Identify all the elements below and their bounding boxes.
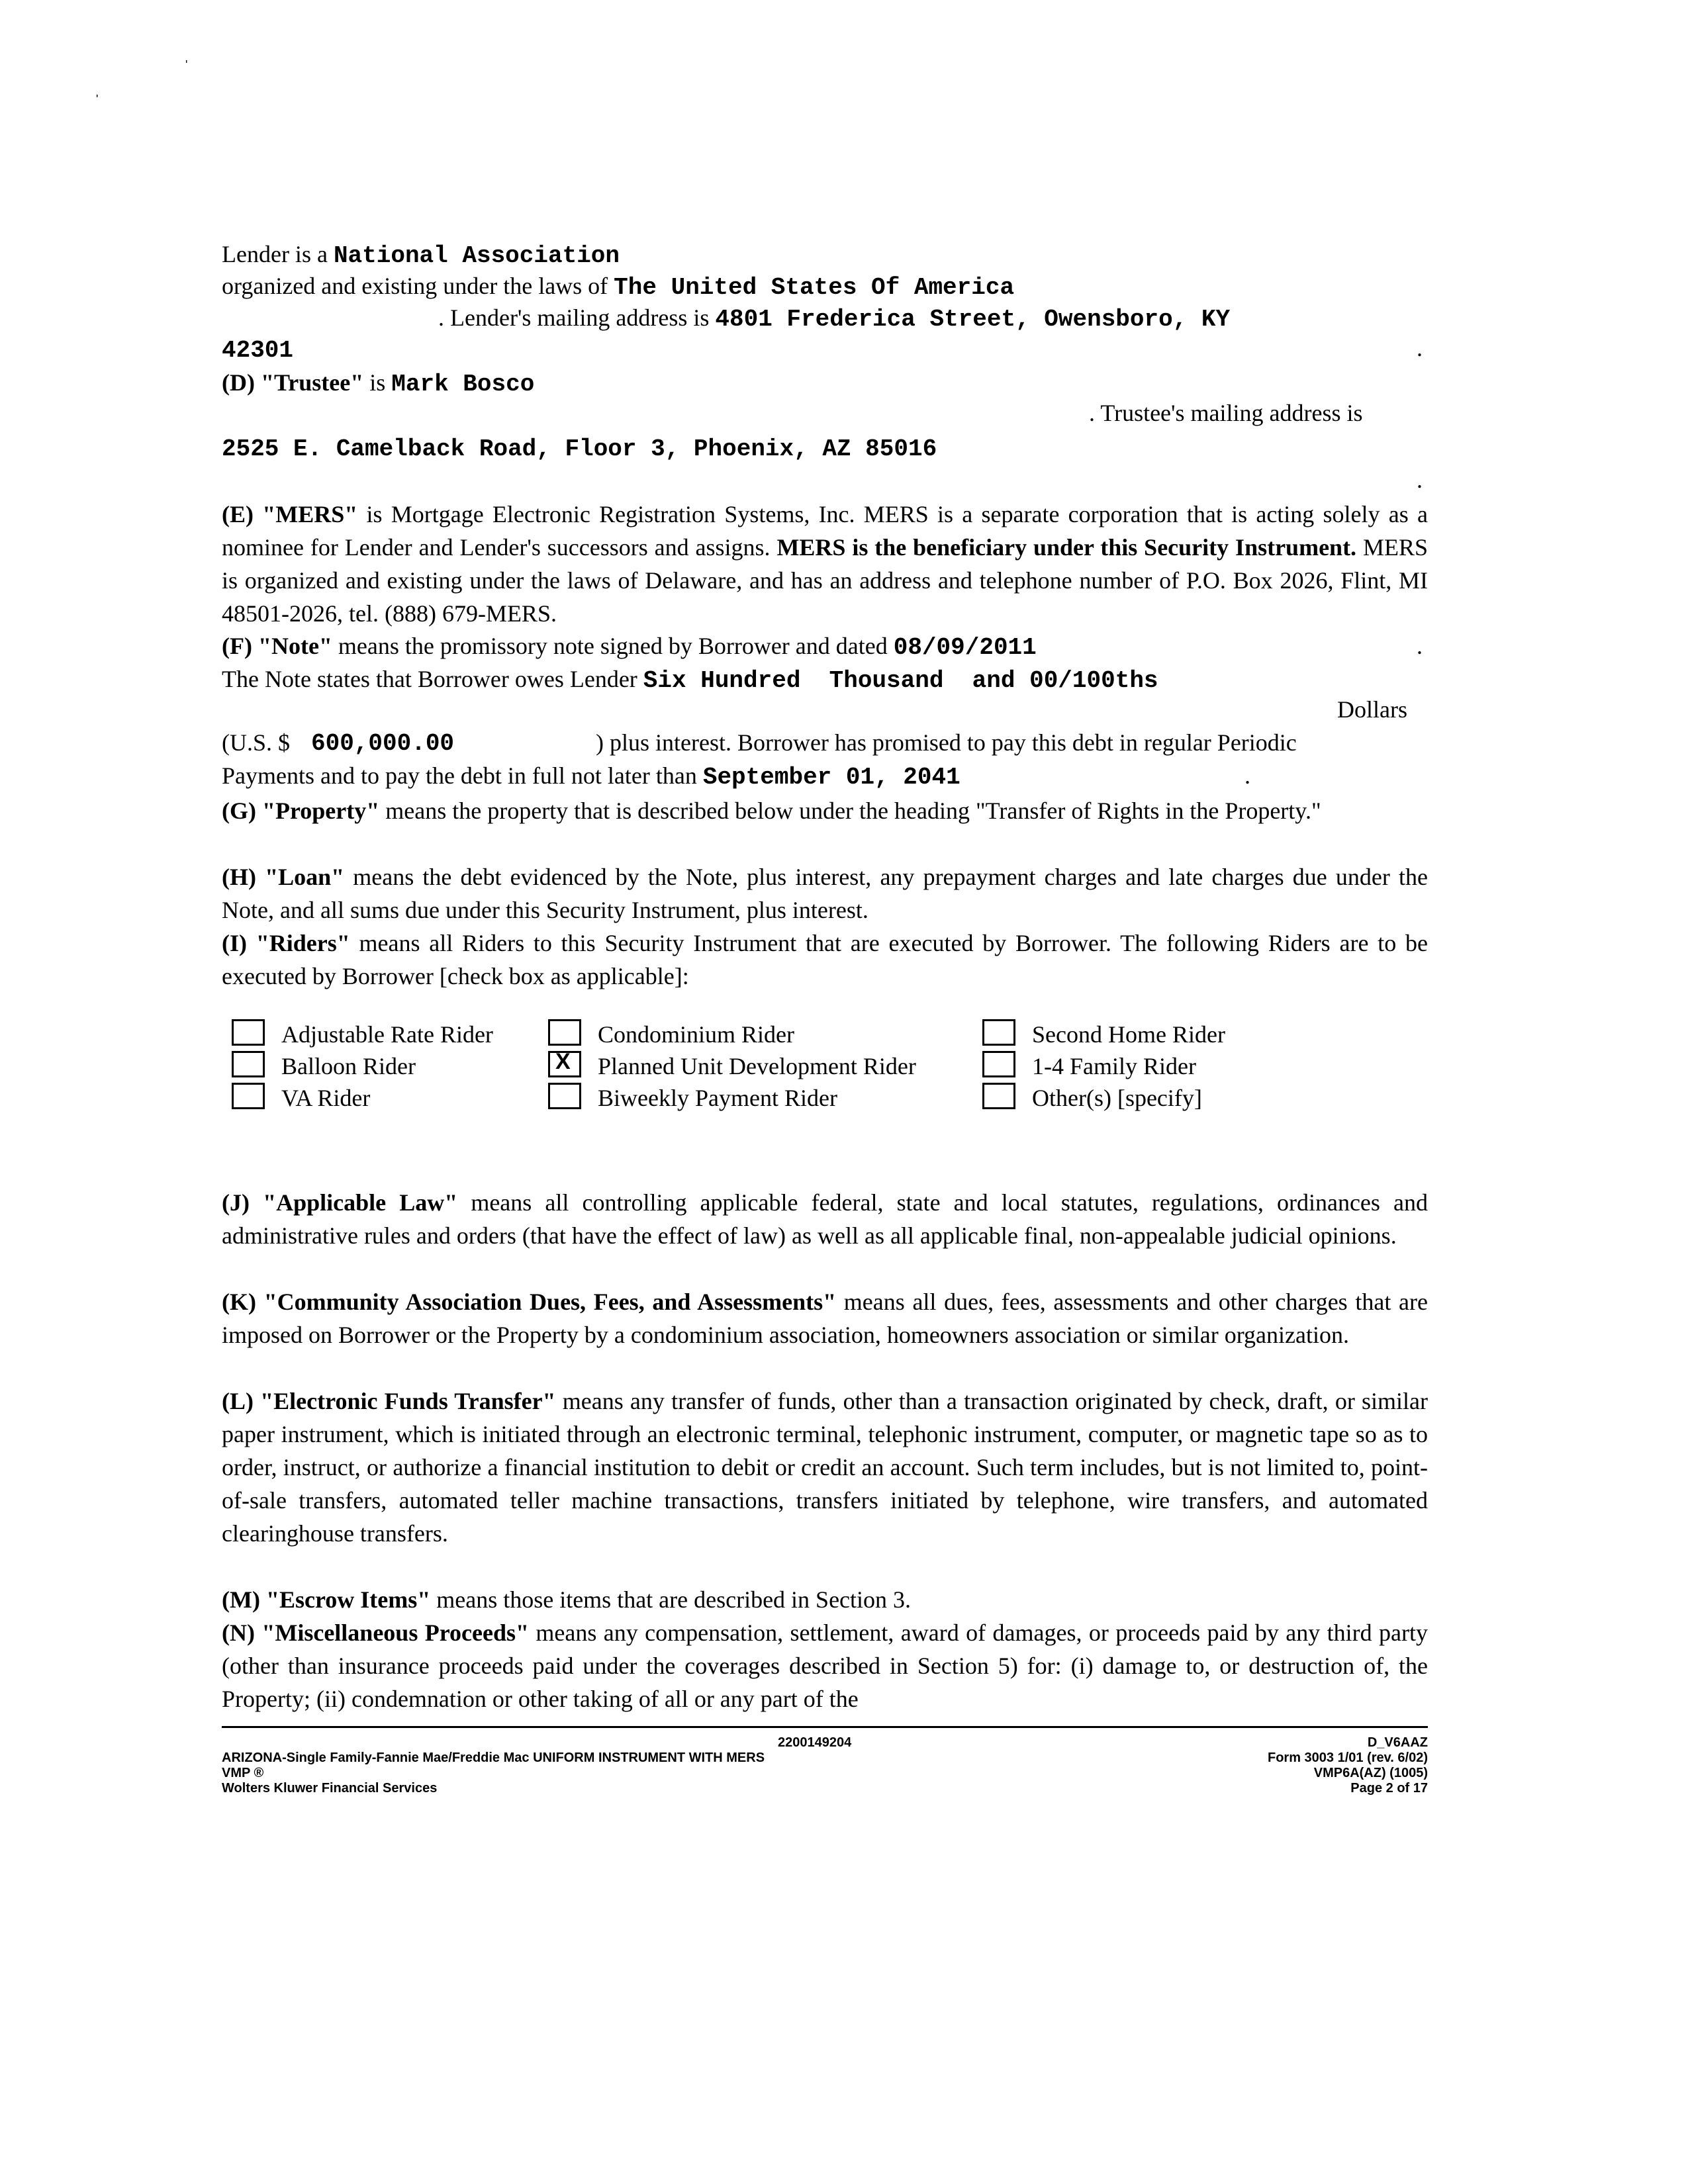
note-date: 08/09/2011 [893, 634, 1037, 661]
note-owes-line [222, 665, 1158, 694]
applicable-law-definition [222, 1186, 1428, 1252]
footer-form-title: ARIZONA-Single Family-Fannie Mae/Freddie Mac UNIFORM INSTRUMENT WITH MERS [222, 1751, 765, 1765]
mers-text-2: MERS is organized and existing under the laws of Delaware, and has an address and telephone number of P.O. Box 2026, Flint, MI 48501-2026, tel. (888) 679-MERS. [222, 534, 1429, 627]
escrow-items-text: means those items that are described in Section 3. [436, 1586, 912, 1613]
rider-label-others: Other(s) [specify] [1032, 1085, 1202, 1111]
organized-intro: organized and existing under the laws of [222, 273, 608, 299]
note-us-prefix: (U.S. $ [222, 729, 291, 756]
mers-text: is Mortgage Electronic Registration Systems, Inc. MERS is a separate corporation that is acting solely as a nominee for Lender and Lender's successors and assigns. [222, 501, 1428, 561]
rider-label-adjustable-rate: Adjustable Rate Rider [281, 1021, 493, 1048]
riders-label: (I) "Riders" [222, 930, 350, 956]
trustee-mailing-intro: . Trustee's mailing address is [1089, 400, 1363, 426]
note-amount: 600,000.00 [311, 730, 455, 757]
note-period: . [1417, 633, 1423, 659]
lender-type: National Association [333, 242, 620, 269]
community-association-text: means all dues, fees, assessments and other charges that are imposed on Borrower or the Property by a condominium association, homeowners association or similar organization. [222, 1289, 1428, 1348]
electronic-funds-transfer-definition [222, 1385, 1428, 1550]
rider-label-biweekly-payment: Biweekly Payment Rider [598, 1085, 837, 1111]
escrow-items-definition [222, 1583, 1428, 1616]
footer-page-number: Page 2 of 17 [1350, 1781, 1428, 1796]
rider-checkbox-balloon[interactable] [232, 1051, 265, 1077]
note-interest-text: ) plus interest. Borrower has promised to pay this debt in regular Periodic [596, 729, 1297, 756]
trustee-period: . [1417, 467, 1423, 493]
footer-doc-code: D_V6AAZ [1367, 1735, 1428, 1750]
loan-label: (H) "Loan" [222, 864, 345, 890]
community-association-label: (K) "Community Association Dues, Fees, and Assessments" [222, 1289, 837, 1315]
rider-label-one-four-family: 1-4 Family Rider [1032, 1053, 1196, 1079]
lender-mailing-line [438, 304, 1230, 333]
footer-form-number: Form 3003 1/01 (rev. 6/02) [1268, 1751, 1428, 1765]
footer-publisher: Wolters Kluwer Financial Services [222, 1781, 438, 1796]
scan-mark: ' [96, 93, 99, 106]
rider-checkbox-one-four-family[interactable] [982, 1051, 1015, 1077]
applicable-law-label: (J) "Applicable Law" [222, 1189, 458, 1216]
trustee-name: Mark Bosco [391, 371, 535, 398]
rider-label-planned-unit-development: Planned Unit Development Rider [598, 1053, 916, 1079]
rider-checkbox-planned-unit-development[interactable] [548, 1051, 581, 1077]
lender-mailing-address: 4801 Frederica Street, Owensboro, KY [715, 306, 1231, 333]
miscellaneous-proceeds-label: (N) "Miscellaneous Proceeds" [222, 1619, 529, 1646]
rider-label-second-home: Second Home Rider [1032, 1021, 1225, 1048]
rider-checkbox-biweekly-payment[interactable] [548, 1083, 581, 1109]
note-maturity-date: September 01, 2041 [702, 764, 961, 791]
trustee-is: is [369, 369, 386, 396]
miscellaneous-proceeds-definition [222, 1616, 1428, 1715]
trustee-line [222, 369, 534, 398]
miscellaneous-proceeds-text: means any compensation, settlement, award of damages, or proceeds paid by any third party (other than insurance proceeds paid under the coverages described in Section 5) for: (i) damage to, or destruction of, the Property; (ii) condemnation or other taking of all or any part of the [222, 1619, 1429, 1712]
community-association-definition [222, 1285, 1428, 1351]
escrow-items-label: (M) "Escrow Items" [222, 1586, 431, 1613]
mers-label: (E) "MERS" [222, 501, 358, 527]
loan-text: means the debt evidenced by the Note, plus interest, any prepayment charges and late charges due under the Note, and all sums due under this Security Instrument, plus interest. [222, 864, 1428, 923]
rider-label-condominium: Condominium Rider [598, 1021, 794, 1048]
organized-under: The United States Of America [614, 274, 1015, 301]
footer-vmp: VMP ® [222, 1766, 264, 1780]
riders-text: means all Riders to this Security Instrument that are executed by Borrower. The following Riders are to be executed by Borrower [check box as applicable]: [222, 930, 1429, 989]
footer-vmp-code: VMP6A(AZ) (1005) [1313, 1766, 1428, 1780]
note-dated-intro: means the promissory note signed by Borrower and dated [338, 633, 888, 659]
property-text: means the property that is described below under the heading "Transfer of Rights in the Property." [385, 797, 1321, 824]
electronic-funds-transfer-label: (L) "Electronic Funds Transfer" [222, 1388, 556, 1414]
note-maturity-period: . [1244, 762, 1250, 789]
note-amount-words: Six Hundred Thousand and 00/100ths [643, 667, 1158, 694]
electronic-funds-transfer-text: means any transfer of funds, other than a transaction originated by check, draft, or similar paper instrument, which is initiated through an electronic terminal, telephonic instrument, computer, or magnetic tape so as to order, instruct, or authorize a financial institution to debit or credit an account. Such term includes, but is not limited to, point-of-sale transfers, automated teller machine transactions, transfers initiated by telephone, wire transfers, and automated clearinghouse transfers. [222, 1388, 1428, 1547]
applicable-law-text: means all controlling applicable federal, state and local statutes, regulations, ordinances and administrative rules and orders (that have the effect of law) as well as all applicable final, non-appealable judicial opinions. [222, 1189, 1429, 1249]
lender-mailing-intro: . Lender's mailing address is [438, 304, 710, 331]
note-label: (F) "Note" [222, 633, 332, 659]
note-payments-text: Payments and to pay the debt in full not later than [222, 762, 697, 789]
rider-label-balloon: Balloon Rider [281, 1053, 416, 1079]
lender-intro: Lender is a [222, 241, 328, 267]
footer-divider [222, 1726, 1428, 1728]
rider-checkbox-condominium[interactable] [548, 1019, 581, 1046]
rider-label-va: VA Rider [281, 1085, 371, 1111]
note-line [222, 632, 1037, 661]
lender-period: . [1417, 335, 1423, 361]
note-payments-line [222, 762, 961, 791]
mers-beneficiary: MERS is the beneficiary under this Security Instrument. [776, 534, 1357, 561]
rider-checkbox-adjustable-rate[interactable] [232, 1019, 265, 1046]
note-owes-intro: The Note states that Borrower owes Lender [222, 666, 637, 692]
mers-definition [222, 498, 1428, 630]
riders-definition [222, 927, 1428, 993]
trustee-address: 2525 E. Camelback Road, Floor 3, Phoenix, AZ 85016 [222, 435, 937, 463]
loan-definition [222, 860, 1428, 927]
scan-mark: ' [185, 58, 188, 71]
lender-line [222, 240, 620, 269]
organized-line [222, 272, 1014, 301]
rider-checkbox-others[interactable] [982, 1083, 1015, 1109]
note-dollars: Dollars [1337, 696, 1407, 723]
rider-checkbox-second-home[interactable] [982, 1019, 1015, 1046]
trustee-label: (D) "Trustee" [222, 369, 364, 396]
property-label: (G) "Property" [222, 797, 380, 824]
property-definition [222, 794, 1428, 827]
footer-loan-number: 2200149204 [778, 1735, 852, 1750]
lender-mailing-zip: 42301 [222, 337, 294, 364]
rider-check-mark: X [555, 1049, 571, 1074]
rider-checkbox-va[interactable] [232, 1083, 265, 1109]
